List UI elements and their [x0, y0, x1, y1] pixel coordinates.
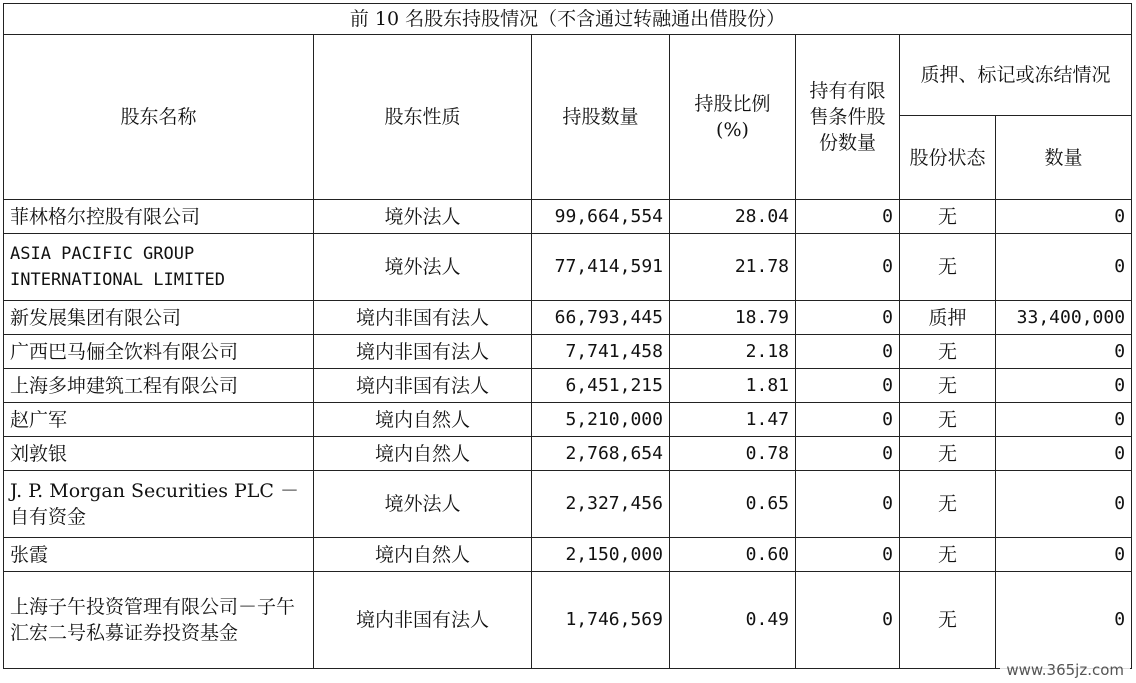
- holder-name: 张霞: [4, 538, 314, 572]
- header-nature: 股东性质: [314, 35, 532, 200]
- holder-restricted: 0: [796, 369, 900, 403]
- holder-name: 刘敦银: [4, 437, 314, 471]
- pledge-qty: 0: [996, 200, 1132, 234]
- pledge-status: 质押: [900, 301, 996, 335]
- table-row: [4, 403, 1132, 437]
- holder-restricted: 0: [796, 538, 900, 572]
- holder-nature: 境外法人: [314, 471, 532, 538]
- shareholders-table: [3, 3, 1132, 669]
- holder-ratio: 0.60: [670, 538, 796, 572]
- holder-ratio: 2.18: [670, 335, 796, 369]
- header-row-1: [4, 35, 1132, 116]
- holder-shares: 1,746,569: [532, 572, 670, 669]
- holder-name: 赵广军: [4, 403, 314, 437]
- header-shares: 持股数量: [532, 35, 670, 200]
- pledge-qty: 0: [996, 572, 1132, 669]
- table-row: [4, 335, 1132, 369]
- table-row: [4, 538, 1132, 572]
- header-pledge-group: 质押、标记或冻结情况: [900, 35, 1132, 116]
- pledge-qty: 0: [996, 403, 1132, 437]
- table-row: [4, 437, 1132, 471]
- holder-name: 新发展集团有限公司: [4, 301, 314, 335]
- pledge-qty: 0: [996, 234, 1132, 301]
- holder-restricted: 0: [796, 403, 900, 437]
- holder-restricted: 0: [796, 437, 900, 471]
- pledge-qty: 0: [996, 335, 1132, 369]
- holder-restricted: 0: [796, 335, 900, 369]
- holder-nature: 境内非国有法人: [314, 301, 532, 335]
- holder-nature: 境内非国有法人: [314, 335, 532, 369]
- holder-restricted: 0: [796, 301, 900, 335]
- pledge-status: 无: [900, 335, 996, 369]
- table-row: [4, 572, 1132, 669]
- pledge-status: 无: [900, 200, 996, 234]
- holder-shares: 7,741,458: [532, 335, 670, 369]
- holder-ratio: 18.79: [670, 301, 796, 335]
- table-row: [4, 471, 1132, 538]
- pledge-qty: 0: [996, 538, 1132, 572]
- holder-shares: 2,768,654: [532, 437, 670, 471]
- holder-name: ASIA PACIFIC GROUP INTERNATIONAL LIMITED: [4, 234, 314, 301]
- pledge-status: 无: [900, 234, 996, 301]
- holder-ratio: 1.47: [670, 403, 796, 437]
- holder-ratio: 0.49: [670, 572, 796, 669]
- table-row: [4, 369, 1132, 403]
- holder-shares: 2,327,456: [532, 471, 670, 538]
- caption-row: [4, 4, 1132, 35]
- holder-shares: 2,150,000: [532, 538, 670, 572]
- header-ratio: 持股比例 (%): [670, 35, 796, 200]
- table-row: [4, 200, 1132, 234]
- holder-nature: 境内自然人: [314, 538, 532, 572]
- pledge-qty: 0: [996, 471, 1132, 538]
- pledge-status: 无: [900, 538, 996, 572]
- header-pledge-qty: 数量: [996, 116, 1132, 200]
- pledge-status: 无: [900, 369, 996, 403]
- holder-nature: 境内自然人: [314, 403, 532, 437]
- holder-shares: 99,664,554: [532, 200, 670, 234]
- holder-name: J. P. Morgan Securities PLC －自有资金: [4, 471, 314, 538]
- pledge-qty: 0: [996, 369, 1132, 403]
- holder-ratio: 0.78: [670, 437, 796, 471]
- holder-restricted: 0: [796, 572, 900, 669]
- holder-nature: 境内非国有法人: [314, 572, 532, 669]
- holder-name: 上海子午投资管理有限公司－子午汇宏二号私募证券投资基金: [4, 572, 314, 669]
- pledge-status: 无: [900, 437, 996, 471]
- holder-shares: 6,451,215: [532, 369, 670, 403]
- holder-nature: 境内非国有法人: [314, 369, 532, 403]
- header-name: 股东名称: [4, 35, 314, 200]
- holder-restricted: 0: [796, 234, 900, 301]
- holder-ratio: 28.04: [670, 200, 796, 234]
- holder-name: 上海多坤建筑工程有限公司: [4, 369, 314, 403]
- holder-restricted: 0: [796, 200, 900, 234]
- holder-name: 广西巴马俪全饮料有限公司: [4, 335, 314, 369]
- holder-ratio: 21.78: [670, 234, 796, 301]
- table-row: [4, 301, 1132, 335]
- holder-restricted: 0: [796, 471, 900, 538]
- holder-shares: 66,793,445: [532, 301, 670, 335]
- holder-shares: 77,414,591: [532, 234, 670, 301]
- table-row: [4, 234, 1132, 301]
- pledge-qty: 33,400,000: [996, 301, 1132, 335]
- pledge-status: 无: [900, 471, 996, 538]
- holder-nature: 境外法人: [314, 200, 532, 234]
- pledge-qty: 0: [996, 437, 1132, 471]
- watermark: www.365jz.com: [1000, 660, 1130, 680]
- holder-nature: 境内自然人: [314, 437, 532, 471]
- holder-ratio: 0.65: [670, 471, 796, 538]
- holder-nature: 境外法人: [314, 234, 532, 301]
- pledge-status: 无: [900, 572, 996, 669]
- holder-shares: 5,210,000: [532, 403, 670, 437]
- holder-name: 菲林格尔控股有限公司: [4, 200, 314, 234]
- header-restricted: 持有有限售条件股份数量: [796, 35, 900, 200]
- holder-ratio: 1.81: [670, 369, 796, 403]
- table-caption: 前 10 名股东持股情况（不含通过转融通出借股份）: [4, 4, 1132, 35]
- pledge-status: 无: [900, 403, 996, 437]
- header-pledge-status: 股份状态: [900, 116, 996, 200]
